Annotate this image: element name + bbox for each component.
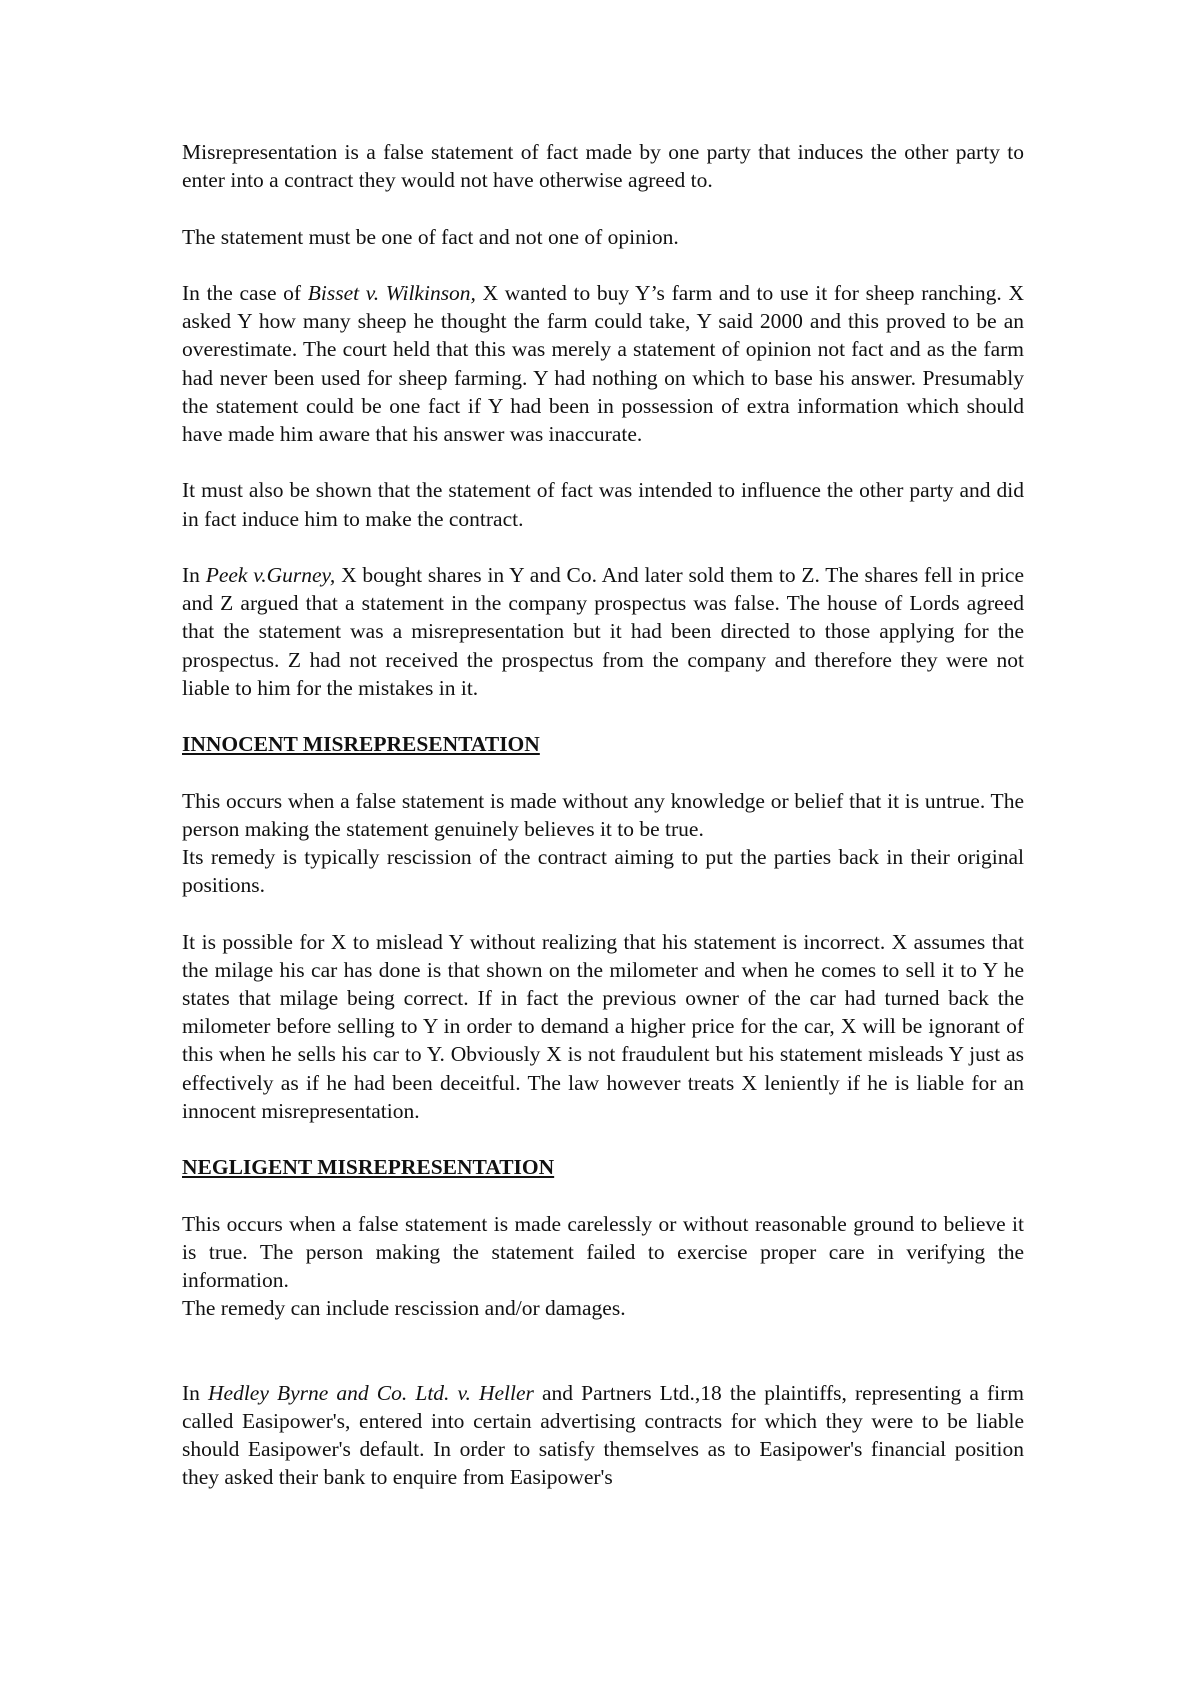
- intro-paragraph: Misrepresentation is a false statement of fact made by one party that induces the other party to enter into a contract they would not have otherwise agreed to.: [182, 140, 1024, 193]
- peek-body-text: X bought shares in Y and Co. And later sold them to Z. The shares fell in price and Z argued that a statement in the company prospectus was false. The house of Lords agreed that the statement was a misrepresentation but it had been directed to those applying for the prospectus. Z had not received the prospectus from the company and therefore they were not liable to him for the mistakes in it.: [182, 562, 1024, 700]
- bisset-body-text: X wanted to buy Y’s farm and to use it for sheep ranching. X asked Y how many sheep he thought the farm could take, Y said 2000 and this proved to be an overestimate. The court held that this was merely a statement of opinion not fact and as the farm had never been used for sheep farming. Y had nothing on which to base his answer. Presumably the statement could be one fact if Y had been in possession of extra information which should have made him aware that his answer was inaccurate.: [182, 280, 1024, 446]
- hedley-byrne-case-paragraph: [182, 1379, 1024, 1492]
- negligent-misrepresentation-heading: NEGLIGENT MISREPRESENTATION: [182, 1155, 555, 1180]
- peek-case-paragraph: [182, 561, 1024, 702]
- document-page: [182, 138, 1024, 1520]
- bisset-case-name: Bisset v. Wilkinson,: [307, 280, 476, 305]
- bisset-case-paragraph: [182, 279, 1024, 448]
- innocent-misrepresentation-heading: INNOCENT MISREPRESENTATION: [182, 732, 540, 757]
- negligent-definition-paragraph: This occurs when a false statement is made carelessly or without reasonable ground to believe it is true. The person making the statement failed to exercise proper care in verifying the information.: [182, 1211, 1024, 1292]
- peek-case-name: Peek v.Gurney,: [205, 562, 336, 587]
- hedley-intro-text: In: [182, 1380, 209, 1405]
- fact-not-opinion-paragraph: The statement must be one of fact and not one of opinion.: [182, 224, 679, 249]
- bisset-intro-text: In the case of: [182, 280, 308, 305]
- negligent-remedy-paragraph: The remedy can include rescission and/or damages.: [182, 1296, 626, 1321]
- innocent-definition-paragraph: This occurs when a false statement is made without any knowledge or belief that it is untrue. The person making the statement genuinely believes it to be true.: [182, 788, 1024, 841]
- hedley-case-name: Hedley Byrne and Co. Ltd. v. Heller: [208, 1380, 534, 1405]
- inducement-paragraph: It must also be shown that the statement of fact was intended to influence the other party and did in fact induce him to make the contract.: [182, 478, 1024, 531]
- peek-intro-text: In: [182, 562, 206, 587]
- innocent-remedy-paragraph: Its remedy is typically rescission of the contract aiming to put the parties back in their original positions.: [182, 844, 1024, 898]
- hedley-body-text: and Partners Ltd.,18 the plaintiffs, representing a firm called Easipower's, entered into certain advertising contracts for which they were to be liable should Easipower's default. In order to satisfy themselves as to Easipower's financial position they asked their bank to enquire from Easipower's: [182, 1380, 1024, 1490]
- milometer-example-paragraph: It is possible for X to mislead Y without realizing that his statement is incorrect. X assumes that the milage his car has done is that shown on the milometer and when he comes to sell it to Y he states that milage being correct. If in fact the previous owner of the car had turned back the milometer before selling to Y in order to demand a higher price for the car, X will be ignorant of this when he sells his car to Y. Obviously X is not fraudulent but his statement misleads Y just as effectively as if he had been deceitful. The law however treats X leniently if he is liable for an innocent misrepresentation.: [182, 929, 1024, 1123]
